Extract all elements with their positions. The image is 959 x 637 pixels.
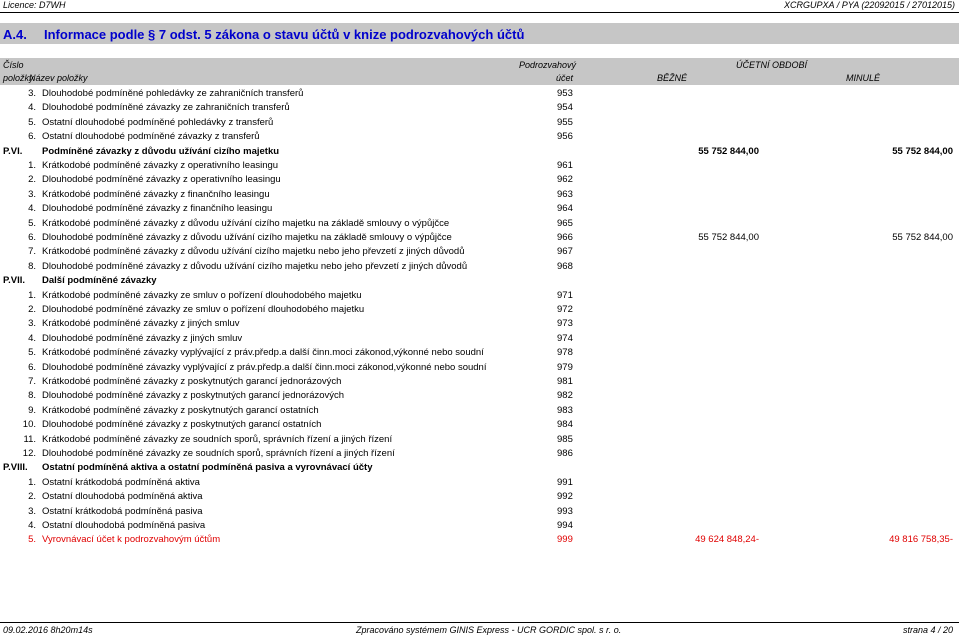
row-number: 2.	[28, 174, 36, 186]
row-account-code: 956	[557, 131, 573, 143]
row-number: 6.	[28, 131, 36, 143]
row-account-code: 982	[557, 390, 573, 402]
row-name: Krátkodobé podmíněné závazky z důvodu užívání cizího majetku nebo jeho převzetí z jiných důvodů	[42, 246, 465, 258]
row-number: 6.	[28, 232, 36, 243]
table-row	[0, 217, 959, 230]
row-name: Ostatní podmíněná aktiva a ostatní podmíněná pasiva a vyrovnávací účty	[42, 462, 373, 474]
table-row	[0, 289, 959, 302]
header-polozky: položky	[3, 73, 34, 83]
row-name: Krátkodobé podmíněné závazky z finančního leasingu	[42, 188, 270, 200]
row-previous-value: 55 752 844,00	[892, 232, 953, 243]
row-account-code: 979	[557, 361, 573, 373]
row-account-code: 978	[557, 347, 573, 359]
row-current-value: 55 752 844,00	[698, 145, 759, 157]
row-name: Podmíněné závazky z důvodu užívání cizího majetku	[42, 145, 280, 157]
table-row	[0, 433, 959, 446]
table-row	[0, 375, 959, 388]
row-number: 4.	[28, 332, 36, 344]
row-name: Dlouhodobé podmíněné závazky vyplývající z práv.předp.a další činn.moci zákonod,výkonné nebo soudní	[42, 361, 487, 373]
row-account-code: 973	[557, 318, 573, 330]
row-number: 7.	[28, 246, 36, 258]
row-account-code: 963	[557, 188, 573, 200]
table-row	[0, 361, 959, 374]
report-id: XCRGUPXA / PYA (22092015 / 27012015)	[784, 0, 955, 10]
row-number: 4.	[28, 102, 36, 114]
row-account-code: 992	[557, 491, 573, 503]
row-account-code: 984	[557, 419, 573, 431]
row-name: Dlouhodobé podmíněné závazky z poskytnutých garancí ostatních	[42, 419, 322, 431]
row-current-value: 49 624 848,24-	[695, 534, 759, 546]
row-number: 3.	[28, 88, 36, 99]
row-number: 2.	[28, 304, 36, 315]
row-number: 11.	[23, 433, 36, 445]
row-previous-value: 49 816 758,35-	[889, 534, 953, 546]
table-row	[0, 87, 959, 100]
footer-processed-by: Zpracováno systémem GINIS Express - UCR GORDIC spol. s r. o.	[356, 625, 622, 635]
row-name: Ostatní dlouhodobá podmíněná aktiva	[42, 491, 203, 503]
row-number: 1.	[28, 289, 36, 301]
row-name: Ostatní dlouhodobá podmíněná pasiva	[42, 520, 206, 531]
row-number: 3.	[28, 188, 36, 200]
row-number: 4.	[28, 203, 36, 215]
table-row	[0, 346, 959, 359]
table-row	[0, 404, 959, 417]
row-number: 5.	[28, 534, 36, 546]
row-name: Krátkodobé podmíněné závazky vyplývající z práv.předp.a další činn.moci zákonod,výkonné nebo soudní	[42, 347, 484, 359]
row-account-code: 953	[557, 88, 573, 99]
row-name: Dlouhodobé podmíněné závazky z jiných smluv	[42, 332, 243, 344]
row-account-code: 968	[557, 260, 573, 272]
table-row	[0, 130, 959, 143]
top-header	[0, 0, 959, 13]
row-number: 3.	[28, 318, 36, 330]
row-account-code: 983	[557, 404, 573, 416]
row-name: Vyrovnávací účet k podrozvahovým účtům	[42, 534, 221, 546]
row-number: 5.	[28, 116, 36, 128]
section-row	[0, 461, 959, 474]
footer-timestamp: 09.02.2016 8h20m14s	[3, 625, 93, 635]
row-number: 9.	[28, 404, 36, 416]
row-account-code: 974	[557, 332, 573, 344]
header-bezne: BĚŽNÉ	[657, 73, 688, 83]
row-name: Dlouhodobé podmíněné závazky ze soudních sporů, správních řízení a jiných řízení	[42, 448, 395, 459]
row-name: Dlouhodobé podmíněné závazky z operativního leasingu	[42, 174, 281, 186]
table-row	[0, 202, 959, 215]
row-number: 4.	[28, 520, 36, 531]
row-number: 8.	[28, 260, 36, 272]
table-row	[0, 476, 959, 489]
table-row	[0, 490, 959, 503]
row-number: 3.	[28, 505, 36, 517]
header-ucet: účet	[556, 73, 574, 83]
row-account-code: 991	[557, 476, 573, 488]
section-title: Informace podle § 7 odst. 5 zákona o stavu účtů v knize podrozvahových účtů	[44, 27, 525, 42]
row-current-value: 55 752 844,00	[698, 232, 759, 243]
row-account-code: 966	[557, 232, 573, 243]
row-name: Dlouhodobé podmíněné závazky z poskytnutých garancí jednorázových	[42, 390, 345, 402]
row-name: Krátkodobé podmíněné závazky z jiných smluv	[42, 318, 240, 330]
table-row	[0, 116, 959, 129]
row-number: 5.	[28, 347, 36, 359]
table-row	[0, 332, 959, 345]
row-account-code: 965	[557, 217, 573, 229]
row-number: 2.	[28, 491, 36, 503]
row-number: 10.	[22, 419, 36, 431]
row-account-code: 986	[557, 448, 573, 459]
row-previous-value: 55 752 844,00	[892, 145, 953, 157]
row-account-code: 981	[557, 376, 573, 387]
row-section-code: P.VI.	[3, 145, 23, 157]
row-account-code: 971	[557, 289, 573, 301]
row-account-code: 964	[557, 203, 573, 215]
table-row	[0, 317, 959, 330]
row-name: Dlouhodobé podmíněné závazky ze zahraničních transferů	[42, 102, 290, 114]
row-number: 12.	[22, 448, 36, 459]
row-number: 1.	[28, 476, 36, 488]
row-name: Ostatní dlouhodobé podmíněné pohledávky z transferů	[42, 116, 274, 128]
row-account-code: 967	[557, 246, 573, 258]
table-row	[0, 389, 959, 402]
row-name: Dlouhodobé podmíněné závazky ze smluv o pořízení dlouhodobého majetku	[42, 304, 365, 315]
header-minule: MINULÉ	[846, 73, 881, 83]
section-row	[0, 145, 959, 158]
row-number: 5.	[28, 217, 36, 229]
row-name: Dlouhodobé podmíněné pohledávky ze zahraničních transferů	[42, 88, 304, 99]
row-section-code: P.VII.	[3, 275, 26, 287]
footer-page-number: strana 4 / 20	[902, 625, 953, 635]
table-row	[0, 101, 959, 114]
row-name: Krátkodobé podmíněné závazky ze smluv o pořízení dlouhodobého majetku	[42, 289, 362, 301]
row-name: Krátkodobé podmíněné závazky z důvodu užívání cizího majetku na základě smlouvy o výpůjčce	[42, 217, 450, 229]
header-cislo: Číslo	[3, 60, 24, 70]
row-number: 8.	[28, 390, 36, 402]
row-account-code: 961	[557, 160, 573, 171]
header-nazev: Název položky	[29, 73, 88, 83]
section-row	[0, 274, 959, 287]
row-name: Krátkodobé podmíněné závazky z operativního leasingu	[42, 160, 279, 171]
table-row	[0, 519, 959, 532]
row-account-code: 994	[557, 520, 573, 531]
row-name: Dlouhodobé podmíněné závazky z finančního leasingu	[42, 203, 273, 215]
table-row	[0, 533, 959, 546]
row-name: Krátkodobé podmíněné závazky ze soudních sporů, správních řízení a jiných řízení	[42, 433, 393, 445]
header-ucetni-obdobi: ÚČETNÍ OBDOBÍ	[736, 60, 808, 70]
section-code: A.4.	[3, 27, 27, 42]
row-number: 7.	[28, 376, 36, 387]
row-name: Dlouhodobé podmíněné závazky z důvodu užívání cizího majetku nebo jeho převzetí z jiných důvodů	[42, 260, 468, 272]
row-name: Ostatní krátkodobá podmíněná aktiva	[42, 476, 200, 488]
table-row	[0, 231, 959, 244]
row-name: Krátkodobé podmíněné závazky z poskytnutých garancí ostatních	[42, 404, 319, 416]
table-row	[0, 188, 959, 201]
header-podrozvahovy: Podrozvahový	[519, 60, 577, 70]
row-name: Ostatní krátkodobá podmíněná pasiva	[42, 505, 203, 517]
row-account-code: 985	[557, 433, 573, 445]
row-number: 1.	[28, 160, 36, 171]
row-account-code: 993	[557, 505, 573, 517]
table-row	[0, 505, 959, 518]
row-name: Další podmíněné závazky	[42, 275, 157, 287]
page-footer	[0, 622, 959, 637]
row-number: 6.	[28, 361, 36, 373]
table-header	[0, 58, 959, 85]
table-row	[0, 245, 959, 258]
row-account-code: 972	[557, 304, 573, 315]
row-account-code: 954	[557, 102, 573, 114]
row-name: Dlouhodobé podmíněné závazky z důvodu užívání cizího majetku na základě smlouvy o výpůjčce	[42, 232, 452, 243]
table-row	[0, 418, 959, 431]
table-row	[0, 447, 959, 460]
row-account-code: 955	[557, 116, 573, 128]
row-account-code: 962	[557, 174, 573, 186]
row-name: Krátkodobé podmíněné závazky z poskytnutých garancí jednorázových	[42, 376, 342, 387]
section-title-bar	[0, 23, 959, 44]
licence-label: Licence: D7WH	[3, 0, 66, 10]
table-row	[0, 159, 959, 172]
table-row	[0, 303, 959, 316]
table-row	[0, 260, 959, 273]
table-row	[0, 173, 959, 186]
row-name: Ostatní dlouhodobé podmíněné závazky z transferů	[42, 131, 260, 143]
row-section-code: P.VIII.	[3, 462, 28, 474]
row-account-code: 999	[557, 534, 573, 546]
